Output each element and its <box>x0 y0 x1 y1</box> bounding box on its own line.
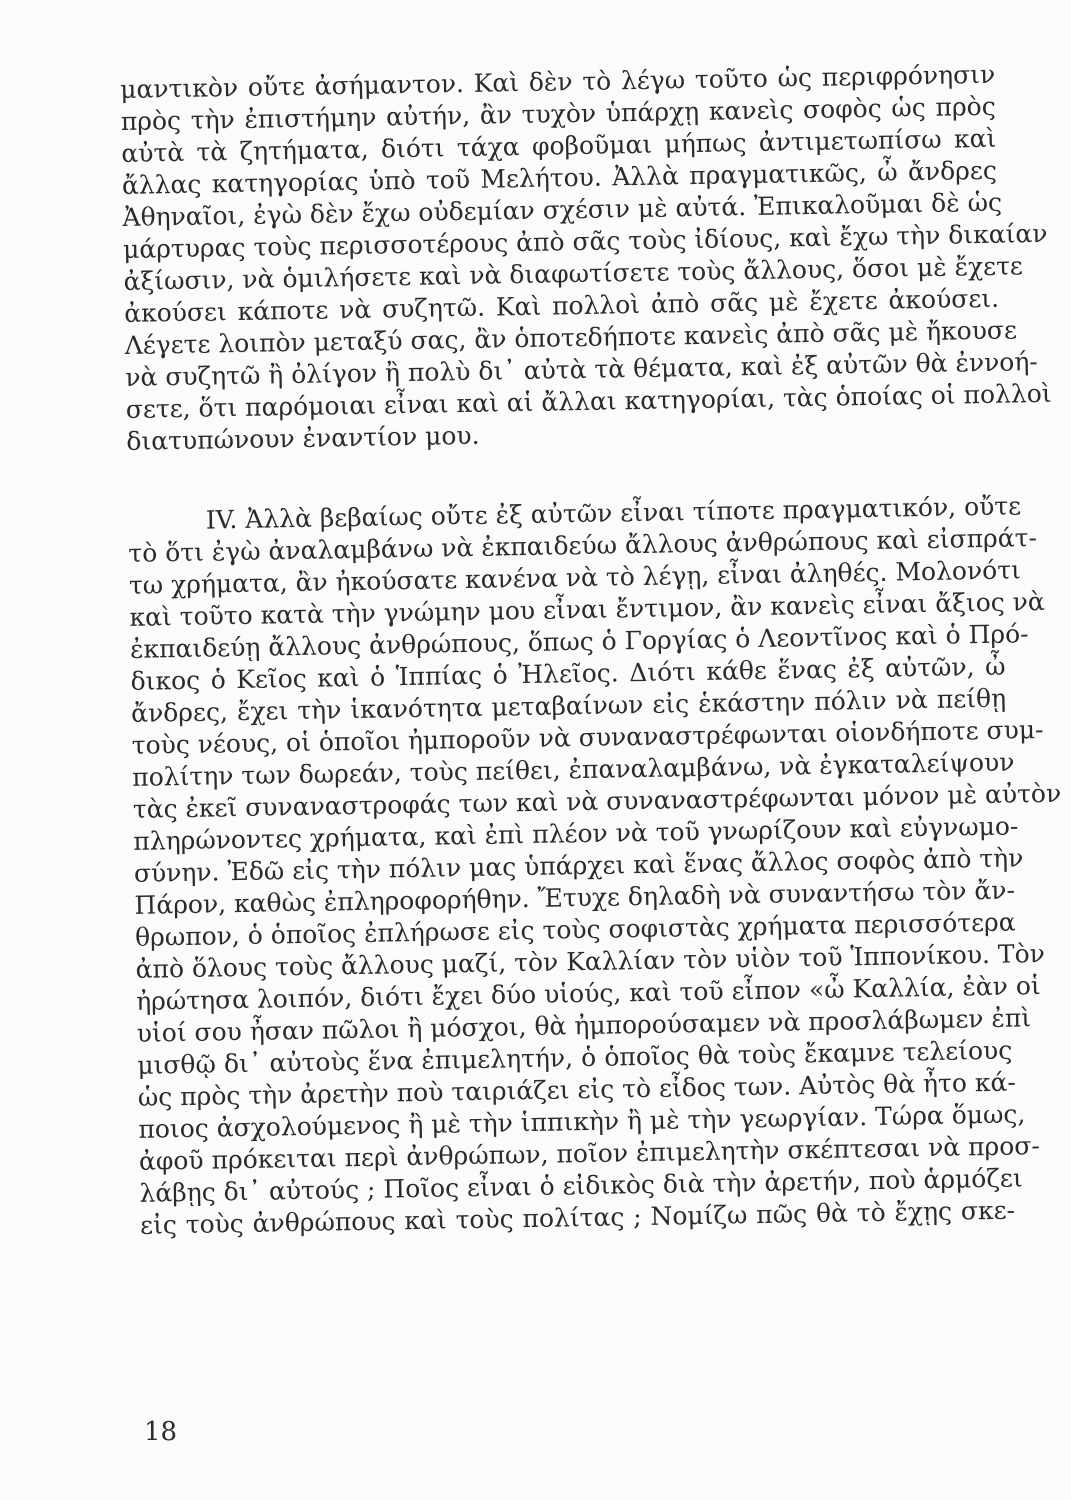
text-line: Πάρον, καθὼς ἐπληροφορήθην. Ἔτυχε δηλαδὴ νὰ συναντήσω τὸν ἄν- <box>134 875 1016 920</box>
text-line: πολίτην των δωρεάν, τοὺς πείθει, ἐπαναλαμβάνω, νὰ ἐγκαταλείψουν <box>132 747 1015 792</box>
text-line: μαντικὸν οὔτε ἀσήμαντον. Καὶ δὲν τὸ λέγω τοῦτο ὡς περιφρόνησιν <box>120 59 996 104</box>
text-line: εἰς τοὺς ἀνθρώπους καὶ τοὺς πολίτας ; Νομίζω πῶς θὰ τὸ ἔχῃς σκε- <box>139 1195 1016 1240</box>
text-line: σετε, ὅτι παρόμοιαι εἶναι καὶ αἱ ἄλλαι κατηγορίαι, τὰς ὁποίας οἱ πολλοὶ <box>125 378 1052 424</box>
text-line: μάρτυρας τοὺς περισσοτέρους ἀπὸ σᾶς τοὺς ἰδίους, καὶ ἔχω τὴν δικαίαν <box>122 218 1048 264</box>
text-line: διατυπώνουν ἐναντίον μου. <box>126 420 480 456</box>
text-line: μισθῷ δι᾽ αὐτοὺς ἕνα ἐπιμελητήν, ὁ ὁποῖος θὰ τοὺς ἔκαμνε τελείους <box>137 1035 1013 1080</box>
text-line: θρωπον, ὁ ὁποῖος ἐπλήρωσε εἰς τοὺς σοφιστὰς χρήματα περισσότερα <box>134 907 1016 952</box>
text-line: ἀκούσει κάποτε νὰ συζητῶ. Καὶ πολλοὶ ἀπὸ σᾶς μὲ ἔχετε ἀκούσει. <box>123 283 1000 328</box>
text-line: τὸ ὅτι ἐγὼ ἀναλαμβάνω νὰ ἐκπαιδεύω ἄλλους ἀνθρώπους καὶ εἰσπράτ- <box>128 523 1038 568</box>
page-number: 18 <box>144 1417 178 1447</box>
text-line: ἀφοῦ πρόκειται περὶ ἀνθρώπων, ποῖον ἐπιμελητὴν σκέπτεσαι νὰ προσ- <box>138 1131 1041 1176</box>
text-line: σύνην. Ἐδῶ εἰς τὴν πόλιν μας ὑπάρχει καὶ ἕνας ἄλλος σοφὸς ἀπὸ τὴν <box>133 843 1024 888</box>
text-line: λάβῃς δι᾽ αὐτούς ; Ποῖος εἶναι ὁ εἰδικὸς διὰ τὴν ἀρετήν, ποὺ ἁρμόζει <box>139 1163 1023 1208</box>
paragraph-1 <box>120 59 1052 458</box>
text-line: πληρώνοντες χρήματα, καὶ ἐπὶ πλέον νὰ τοῦ γνωρίζουν καὶ εὐγνωμο- <box>133 811 1019 856</box>
text-line: ἀπὸ ὅλους τοὺς ἄλλους μαζί, τὸν Καλλίαν τὸν υἱὸν τοῦ Ἱππονίκου. Τὸν <box>135 938 1046 984</box>
text-line: καὶ τοῦτο κατὰ τὴν γνώμην μου εἶναι ἔντιμον, ἂν κανεὶς εἶναι ἄξιος νὰ <box>129 586 1046 632</box>
body-text <box>120 59 1062 1242</box>
text-line: Λέγετε λοιπὸν μεταξύ σας, ἂν ὁποτεδήποτε κανεὶς ἀπὸ σᾶς μὲ ἤκουσε <box>124 315 1018 360</box>
text-line: υἱοί σου ἦσαν πῶλοι ἢ μόσχοι, θὰ ἠμπορούσαμεν νὰ προσλάβωμεν ἐπὶ <box>136 1003 1032 1048</box>
text-line: ἄνδρες, ἔχει τὴν ἱκανότητα μεταβαίνων εἰς ἑκάστην πόλιν νὰ πείθῃ <box>130 683 1007 728</box>
text-line: ἀξίωσιν, νὰ ὁμιλήσετε καὶ νὰ διαφωτίσετε τοὺς ἄλλους, ὅσοι μὲ ἔχετε <box>123 251 1024 296</box>
text-line: αὐτὰ τὰ ζητήματα, διότι τάχα φοβοῦμαι μήπως ἀντιμετωπίσω καὶ <box>121 123 997 168</box>
section-heading-line: IV. Ἀλλὰ βεβαίως οὔτε ἐξ αὐτῶν εἶναι τίποτε πραγματικόν, οὔτε <box>205 491 1022 535</box>
text-line: ποιος ἀσχολούμενος ἢ μὲ τὴν ἱππικὴν ἢ μὲ τὴν γεωργίαν. Τώρα ὅμως, <box>138 1099 1026 1144</box>
paragraph-2 <box>128 491 1062 1242</box>
text-line: πρὸς τὴν ἐπιστήμην αὐτήν, ἂν τυχὸν ὑπάρχῃ κανεὶς σοφὸς ὡς πρὸς <box>120 91 996 136</box>
text-line: τὰς ἐκεῖ συναναστροφάς των καὶ νὰ συναναστρέφωνται μόνον μὲ αὐτὸν <box>132 778 1062 824</box>
text-line: ἄλλας κατηγορίας ὑπὸ τοῦ Μελήτου. Ἀλλὰ πραγματικῶς, ὦ ἄνδρες <box>121 155 998 200</box>
text-line: δικος ὁ Κεῖος καὶ ὁ Ἱππίας ὁ Ἠλεῖος. Διότι κάθε ἕνας ἐξ αὐτῶν, ὦ <box>130 651 1006 696</box>
text-line: ὡς πρὸς τὴν ἀρετὴν ποὺ ταιριάζει εἰς τὸ εἶδος των. Αὐτὸς θὰ ἦτο κά- <box>137 1067 1017 1112</box>
text-line: τω χρήματα, ἂν ἠκούσατε κανένα νὰ τὸ λέγῃ, εἶναι ἀληθές. Μολονότι <box>128 555 1022 600</box>
text-line: τοὺς νέους, οἱ ὁποῖοι ἠμποροῦν νὰ συναναστρέφωνται οἱονδήποτε συμ- <box>131 714 1044 760</box>
text-line: νὰ συζητῶ ἢ ὀλίγον ἢ πολὺ δι᾽ αὐτὰ τὰ θέματα, καὶ ἐξ αὐτῶν θὰ ἐννοή- <box>125 347 1038 392</box>
text-line: ἐκπαιδεύῃ ἄλλους ἀνθρώπους, ὅπως ὁ Γοργίας ὁ Λεοντῖνος καὶ ὁ Πρό- <box>129 619 1029 664</box>
text-line: Ἀθηναῖοι, ἐγὼ δὲν ἔχω οὐδεμίαν σχέσιν μὲ αὐτά. Ἐπικαλοῦμαι δὲ ὡς <box>122 187 1003 232</box>
text-line: ἠρώτησα λοιπόν, διότι ἔχει δύο υἱούς, καὶ τοῦ εἶπον «ὦ Καλλία, ἐὰν οἱ <box>135 971 1041 1016</box>
